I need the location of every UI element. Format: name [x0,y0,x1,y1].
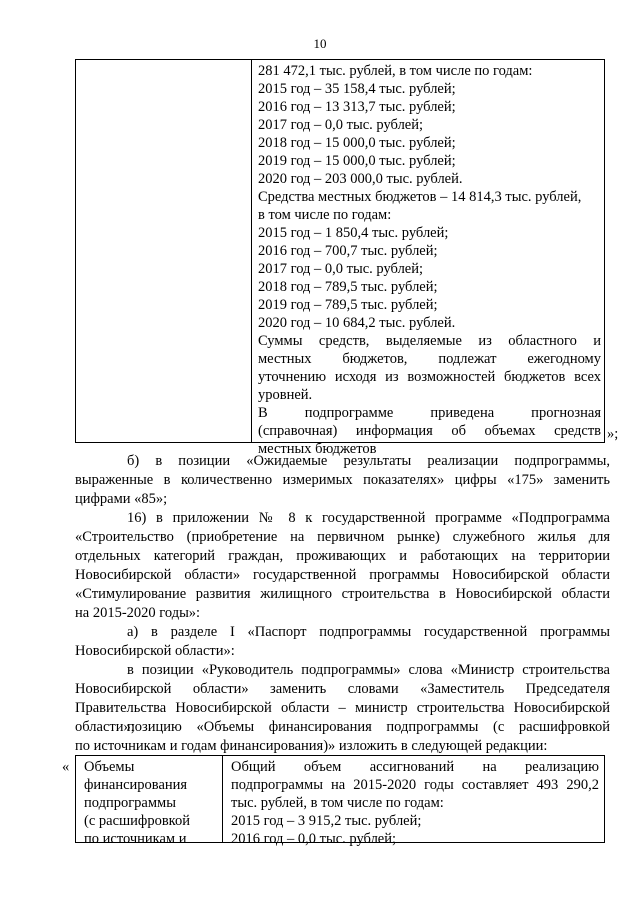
table-line: подпрограммы на 2015-2020 годы составляет 493 290,2 [231,777,599,793]
table-line: 2016 год – 700,7 тыс. рублей; [258,243,438,259]
paragraph-line: цифрами «85»; [75,491,168,507]
table-line: финансирования [84,777,188,793]
table-line: по источникам и [84,831,187,847]
table-line: 2017 год – 0,0 тыс. рублей; [258,261,424,277]
paragraph-line: отдельных категорий граждан, проживающих и работающих на территории [75,548,610,564]
table-line: Суммы средств, выделяемые из областного и [258,333,601,349]
financing-table-continuation [75,59,605,457]
table-column-divider [251,60,252,442]
paragraph-line: 16) в приложении № 8 к государственной программе «Подпрограмма [127,510,610,526]
paragraph-line: Новосибирской области»: [75,643,235,659]
table-column-divider [222,756,223,842]
table-line: 2020 год – 10 684,2 тыс. рублей. [258,315,456,331]
table-line: 281 472,1 тыс. рублей, в том числе по годам: [258,63,533,79]
paragraph-line: в позиции «Руководитель подпрограммы» слова «Министр строительства [127,662,610,678]
table-line: подпрограммы [84,795,176,811]
table-line: 2016 год – 0,0 тыс. рублей; [231,831,397,847]
financing-table-text-cell [258,62,601,458]
table-line: 2015 год – 35 158,4 тыс. рублей; [258,81,456,97]
closing-quote: »; [607,426,619,442]
paragraph-line: Новосибирской области» заменить словами «Заместитель Председателя [75,681,610,697]
table-line: 2018 год – 15 000,0 тыс. рублей; [258,135,456,151]
table-line: 2015 год – 3 915,2 тыс. рублей; [231,813,422,829]
paragraph-b [75,452,610,509]
table-line: Средства местных бюджетов – 14 814,3 тыс. рублей, [258,189,582,205]
paragraph-line: Новосибирской области» государственной программы Новосибирской области [75,567,610,583]
financing-value-cell [231,758,599,848]
paragraph-position-financing [75,718,610,756]
paragraph-line: б) в позиции «Ожидаемые результаты реализации подпрограммы, [127,453,610,469]
paragraph-line: по источникам и годам финансирования)» изложить в следующей редакции: [75,738,548,754]
opening-quote: « [62,759,70,775]
table-line: 2018 год – 789,5 тыс. рублей; [258,279,438,295]
page-number: 10 [313,36,327,51]
table-line: 2016 год – 13 313,7 тыс. рублей; [258,99,456,115]
paragraph-line: «Стимулирование развития жилищного строительства в Новосибирской области [75,586,610,602]
paragraph-line: на 2015-2020 годы»: [75,605,201,621]
table-line: В подпрограмме приведена прогнозная [258,405,601,421]
table-line: уровней. [258,387,313,403]
table-line: уточнению исходя из возможностей бюджетов всех [258,369,601,385]
financing-table [75,755,605,847]
table-line: 2019 год – 15 000,0 тыс. рублей; [258,153,456,169]
table-line: 2020 год – 203 000,0 тыс. рублей. [258,171,463,187]
paragraph-line: области»; [75,719,135,735]
table-line: местных бюджетов [258,441,377,457]
paragraph-a [75,623,610,661]
table-line: 2017 год – 0,0 тыс. рублей; [258,117,424,133]
paragraph-line: а) в разделе I «Паспорт подпрограммы государственной программы [127,624,610,640]
paragraph-line: позицию «Объемы финансирования подпрограммы (с расшифровкой [127,719,610,735]
table-line: тыс. рублей, в том числе по годам: [231,795,444,811]
table-line: в том числе по годам: [258,207,392,223]
table-line: местных бюджетов, подлежат ежегодному [258,351,601,367]
paragraph-16 [75,509,610,623]
table-line: Общий объем ассигнований на реализацию [231,759,599,775]
financing-label-cell [84,758,219,848]
paragraph-line: Правительства Новосибирской области – министр строительства Новосибирской [75,700,610,716]
paragraph-line: «Строительство (приобретение на первичном рынке) служебного жилья для [75,529,610,545]
paragraph-line: выраженные в количественно измеримых показателях» цифры «175» заменить [75,472,610,488]
table-line: 2015 год – 1 850,4 тыс. рублей; [258,225,449,241]
table-line: (справочная) информация об объемах средств [258,423,601,439]
table-line: Объемы [84,759,135,775]
table-line: 2019 год – 789,5 тыс. рублей; [258,297,438,313]
table-line: (с расшифровкой [84,813,190,829]
